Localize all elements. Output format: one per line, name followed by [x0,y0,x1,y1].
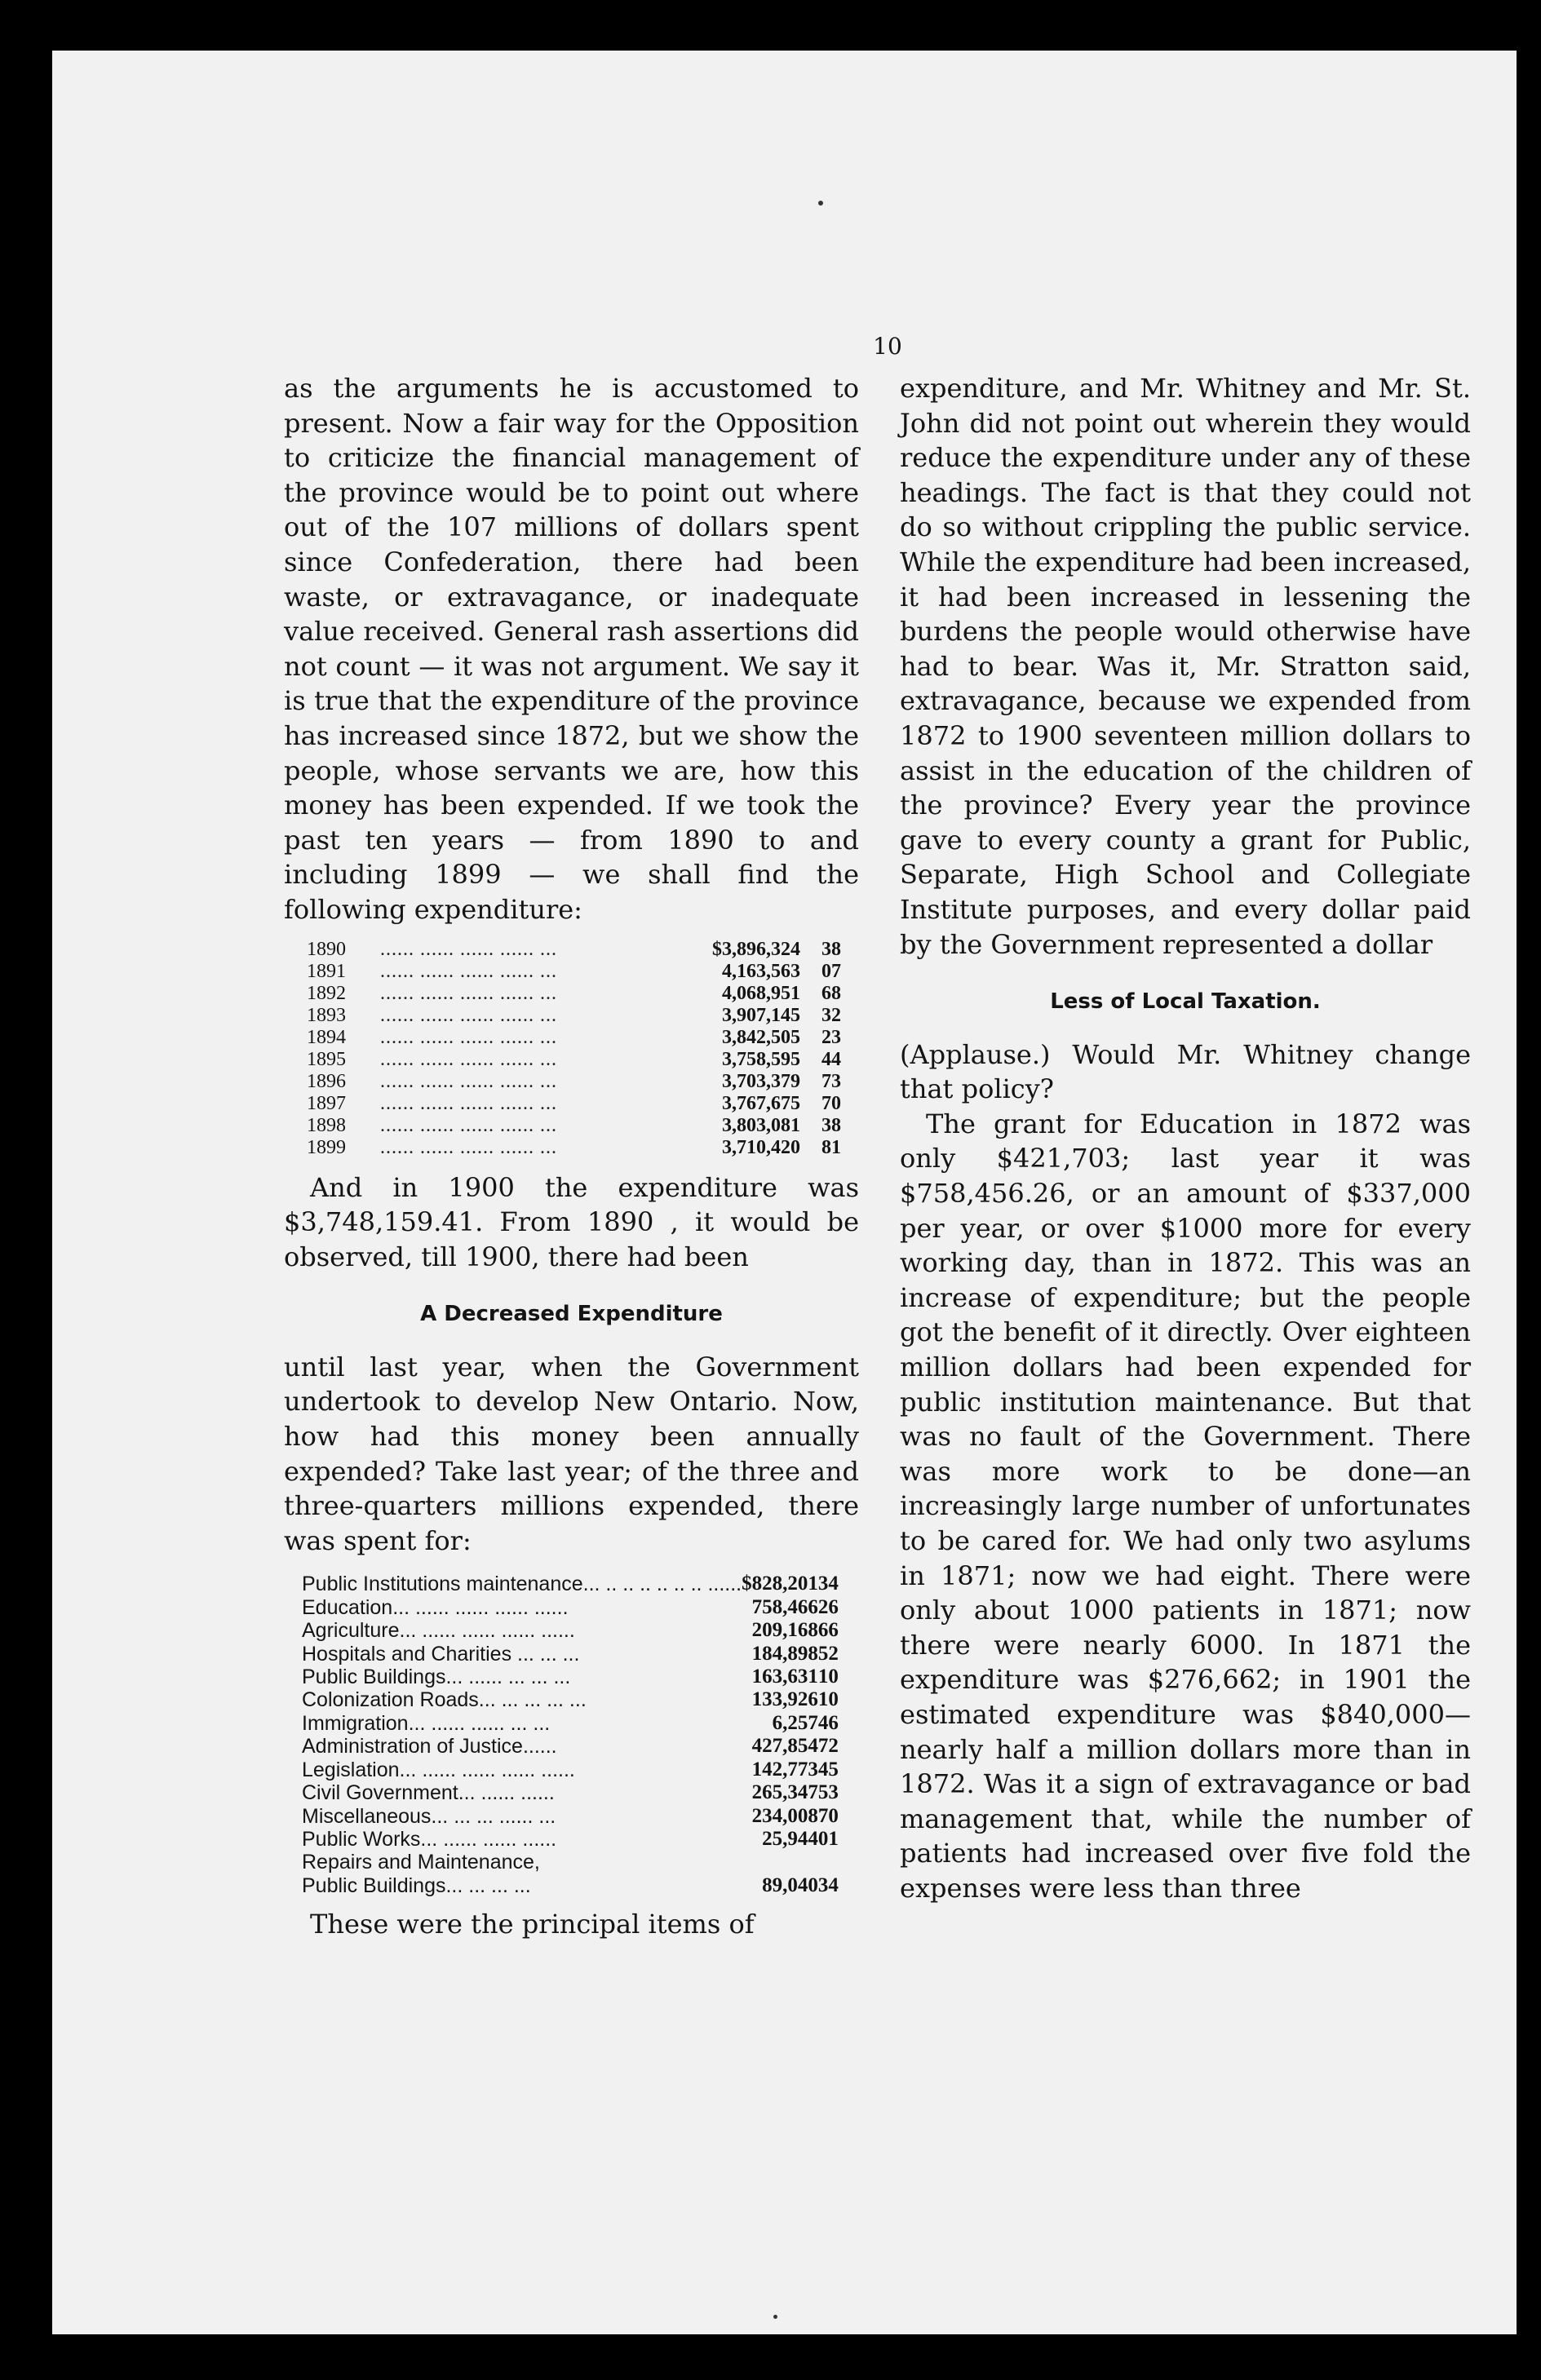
item-name-cell: Legislation... ...... ...... ...... ...... [302,1758,575,1781]
leader-dots: ...... ...... ...... ...... ... [380,982,557,1004]
paragraph-1: expenditure, and Mr. Whitney and Mr. St. John did not point out wherein they would reduce the expenditure under any of these headings. The fact is that they could not do so without crippling the public service. While the expenditure had been increased, it had been increased in lessening the burdens the people would otherwise have had to bear. Was it, Mr. Stratton said, extravagance, because we expended from 1872 to 1900 seventeen million dollars to assist in the education of the children of the province? Every year the province gave to every county a grant for Public, Separate, High School and Collegiate Institute purposes, and every dollar paid by the Government represented a dollar [900,373,1471,960]
section-heading: A Decreased Expenditure [420,1302,723,1327]
right-column [900,371,1471,1906]
item-amount-cell: 89,040 [762,1873,818,1896]
item-amount-cell: 265,347 [751,1781,818,1804]
item-amount-cell [742,1851,818,1873]
year-cell: 1894 [307,1026,346,1048]
cents-cell: 73 [821,1070,841,1092]
item-cents-cell [818,1851,839,1873]
paragraph-1: as the arguments he is accustomed to present. Now a fair way for the Opposition to criticize the financial management of the province would be to point out where out of the 107 millions of dollars spent since Confederation, there had been waste, or extravagance, or inadequate value received. General rash assertions did not count — it was not argument. We say it is true that the expenditure of the province has increased since 1872, but we show the people, whose servants we are, how this money has been expended. If we took the past ten years — from 1890 to and including 1899 — we shall find the following expenditure: [284,373,859,925]
item-name-cell: Immigration... ...... ...... ... ... [302,1711,551,1735]
paragraph-2: (Applause.) Would Mr. Whitney change that policy? [900,1038,1471,1105]
item-cents-cell: 72 [817,1735,839,1758]
table-row [302,1828,839,1851]
cents-cell: 44 [821,1048,841,1070]
item-name-cell: Public Buildings... ... ... ... [302,1873,531,1897]
leader-dots: ...... ...... ...... ...... ... [380,960,557,982]
item-cents-cell: 26 [817,1595,839,1618]
table-row [302,1874,839,1897]
table-row [307,983,841,1005]
item-cents-cell: 10 [817,1666,839,1688]
item-amount-cell: 427,854 [751,1735,818,1758]
amount-cell: 3,703,379 [722,1070,800,1092]
item-name-cell: Hospitals and Charities ... ... ... [302,1642,580,1666]
leader-dots: ...... ...... ...... ...... ... [380,1070,557,1092]
table-row [307,1005,841,1027]
item-amount-cell: 184,898 [751,1642,818,1665]
cents-cell: 70 [821,1092,841,1114]
leader-dots: ...... ...... ...... ...... ... [380,1048,557,1070]
year-cell: 1899 [307,1136,346,1158]
item-cents-cell: 34 [817,1573,839,1595]
item-name-cell: Public Works... ...... ...... ...... [302,1827,557,1851]
table-row [302,1688,839,1711]
amount-cell: 3,767,675 [722,1092,800,1114]
item-amount-cell: 6,257 [772,1711,818,1734]
year-cell: 1896 [307,1070,346,1092]
item-cents-cell: 46 [817,1711,839,1734]
table-row [307,1115,841,1137]
item-amount-cell: 758,466 [751,1595,818,1618]
year-cell: 1898 [307,1114,346,1136]
item-name-cell: Administration of Justice...... [302,1735,557,1758]
amount-cell: $3,896,324 [712,938,800,960]
item-name-cell: Colonization Roads... ... ... ... ... [302,1688,587,1712]
table-row [307,1137,841,1159]
item-amount-cell: 133,926 [751,1688,818,1711]
year-cell: 1897 [307,1092,346,1114]
table-row [307,1049,841,1071]
paragraph-3: The grant for Education in 1872 was only $421,703; last year it was $758,456.26, or an amount of $337,000 per year, or over $1000 more for every working day, than in 1872. This was an increase of expenditure; but the people got the benefit of it directly. Over eighteen million dollars had been expended for public institution maintenance. But that was no fault of the Government. There was more work to be done—an increasingly large number of unfortunates to be cared for. We had only two asylums in 1871; now we had eight. There were only about 1000 patients in 1871; now there were nearly 6000. In 1871 the expenditure was $276,662; in 1901 the estimated expenditure was $840,000—nearly half a million dollars more than in 1872. Was it a sign of extravagance or bad management that, while the number of patients had increased over five fold the expenses were less than three [900,1108,1471,1904]
cents-cell: 81 [821,1136,841,1158]
amount-cell: 3,842,505 [722,1026,800,1048]
table-row [302,1619,839,1642]
item-cents-cell: 10 [817,1688,839,1711]
amount-cell: 3,907,145 [722,1004,800,1026]
item-cents-cell: 52 [817,1642,839,1665]
cents-cell: 38 [821,1114,841,1136]
table-row [302,1666,839,1688]
item-name-cell: Repairs and Maintenance, [302,1851,540,1874]
table-row [302,1851,839,1873]
page-number: 10 [873,333,902,360]
amount-cell: 3,803,081 [722,1114,800,1136]
left-column [284,371,859,1942]
item-amount-cell: 209,168 [751,1619,818,1642]
item-amount-cell: $828,201 [742,1573,818,1595]
item-name-cell: Education... ...... ...... ...... ...... [302,1595,569,1619]
cents-cell: 38 [821,938,841,960]
section-heading: Less of Local Taxation. [1050,989,1321,1015]
yearly-expenditure-table [307,939,841,1159]
cents-cell: 07 [821,960,841,982]
table-row [302,1643,839,1666]
year-cell: 1893 [307,1004,346,1026]
item-cents-cell: 34 [817,1873,839,1896]
item-amount-cell: 234,008 [751,1804,818,1827]
speck-top [818,201,823,206]
table-row [307,1093,841,1115]
table-row [302,1712,839,1735]
item-name-cell: Miscellaneous... ... ... ...... ... [302,1804,556,1828]
amount-cell: 4,068,951 [722,982,800,1004]
item-name-cell: Public Institutions maintenance... .. .. .. .. .. .. ...... [302,1573,742,1596]
amount-cell: 3,758,595 [722,1048,800,1070]
leader-dots: ...... ...... ...... ...... ... [380,938,557,960]
leader-dots: ...... ...... ...... ...... ... [380,1092,557,1114]
speck-bottom [773,2315,777,2319]
leader-dots: ...... ...... ...... ...... ... [380,1026,557,1048]
cents-cell: 23 [821,1026,841,1048]
item-cents-cell: 53 [817,1781,839,1804]
leader-dots: ...... ...... ...... ...... ... [380,1136,557,1158]
cents-cell: 68 [821,982,841,1004]
year-cell: 1895 [307,1048,346,1070]
paragraph-3: until last year, when the Government undertook to develop New Ontario. Now, how had this money been annually expended? Take last year; of the three and three-quarters millions expended, there was spent for: [284,1351,859,1556]
amount-cell: 4,163,563 [722,960,800,982]
table-row [307,1071,841,1093]
item-cents-cell: 45 [817,1758,839,1781]
table-row [302,1781,839,1804]
paragraph-4: These were the principal items of [310,1909,755,1940]
paragraph-2: And in 1900 the expenditure was $3,748,159.41. From 1890 , it would be observed, till 1900, there had been [284,1171,859,1272]
item-amount-cell: 142,773 [751,1758,818,1781]
table-row [302,1805,839,1828]
item-cents-cell: 01 [817,1827,839,1850]
expenditure-items-table [302,1573,839,1897]
leader-dots: ...... ...... ...... ...... ... [380,1004,557,1026]
leader-dots: ...... ...... ...... ...... ... [380,1114,557,1136]
table-row [302,1758,839,1781]
item-cents-cell: 66 [817,1619,839,1642]
item-name-cell: Agriculture... ...... ...... ...... ...... [302,1619,575,1643]
table-row [302,1573,839,1595]
cents-cell: 32 [821,1004,841,1026]
year-cell: 1892 [307,982,346,1004]
table-row [302,1596,839,1619]
table-row [302,1735,839,1758]
amount-cell: 3,710,420 [722,1136,800,1158]
year-cell: 1891 [307,960,346,982]
item-cents-cell: 70 [817,1804,839,1827]
table-row [307,939,841,961]
item-amount-cell: 163,631 [751,1666,818,1688]
item-amount-cell: 25,944 [762,1827,818,1850]
item-name-cell: Civil Government... ...... ...... [302,1781,555,1805]
year-cell: 1890 [307,938,346,960]
item-name-cell: Public Buildings... ...... ... ... ... [302,1666,571,1689]
table-row [307,1027,841,1049]
table-row [307,961,841,983]
